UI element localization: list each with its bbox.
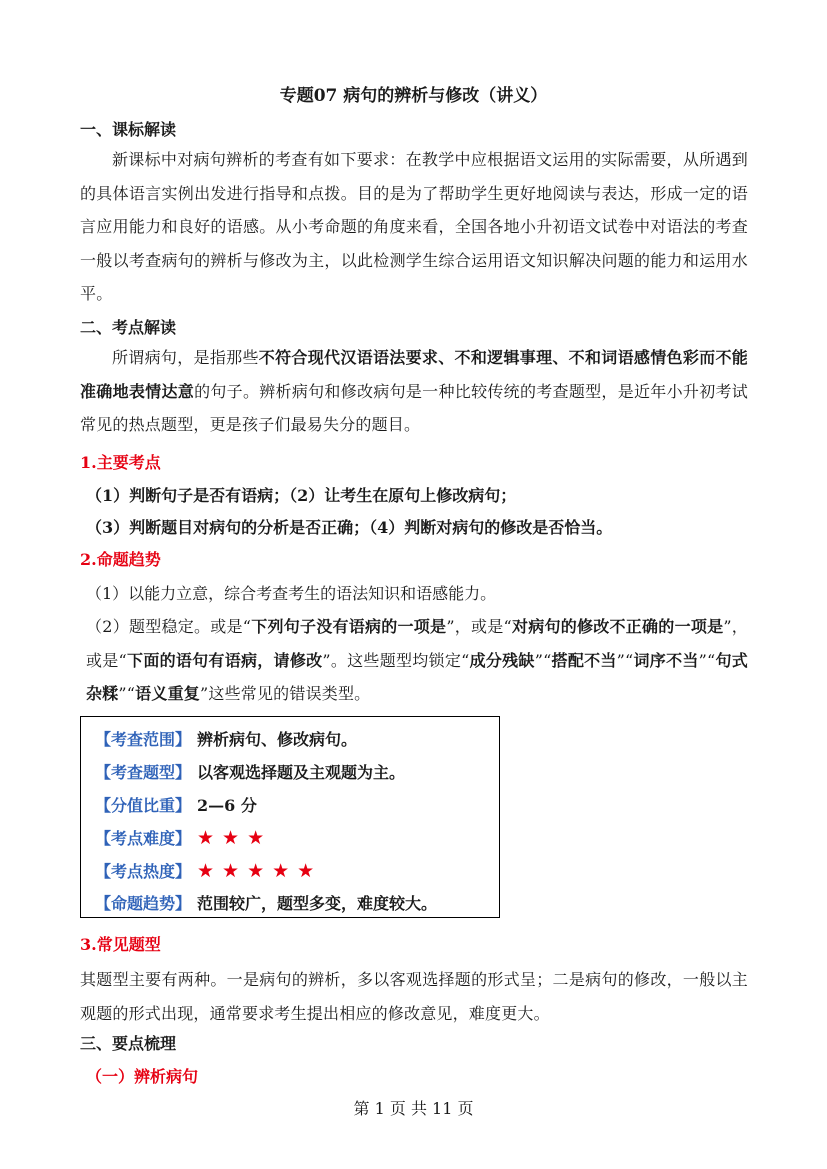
emphasis-run: 对病句的修改不正确的一项是 <box>511 617 724 636</box>
info-row-difficulty <box>95 827 272 850</box>
emphasis-run: 下列句子没有语病的一项是 <box>251 617 447 636</box>
info-row-heat <box>95 860 322 883</box>
main-points-line-2: （3）判断题目对病句的分析是否正确；（4）判断对病句的修改是否恰当。 <box>86 518 613 537</box>
emphasis-run: 成分残缺 <box>469 650 535 670</box>
text-run: 的句子。辨析病句和修改病句是一种比较传统的考查题型，是近年小升初考试常见的热点题型，更是孩子们最易失分的题目。 <box>80 381 748 434</box>
emphasis-run: 词序不当 <box>633 650 699 670</box>
text-run: ”“ <box>534 650 552 670</box>
emphasis-run: 搭配不当 <box>551 650 617 670</box>
text-run: ”。这些题型均锁定“ <box>322 650 470 670</box>
info-label: 【考查范围】 <box>95 730 192 749</box>
text-run: （2）题型稳定。或是“ <box>86 617 252 636</box>
subheading-common-types: 3.常见题型 <box>80 935 161 954</box>
info-label: 【命题趋势】 <box>95 894 192 913</box>
subheading-main-points: 1.主要考点 <box>80 453 161 472</box>
curriculum-paragraph: 新课标中对病句辨析的考查有如下要求：在教学中应根据语文运用的实际需要，从所遇到的具体语言实例出发进行指导和点拨。目的是为了帮助学生更好地阅读与表达，形成一定的语言应用能力和良好的语感。从小考命题的角度来看，全国各地小升初语文试卷中对语法的考查一般以考查病句的辨析与修改为主，以此检测学生综合运用语文知识解决问题的能力和运用水平。 <box>80 150 748 303</box>
section-heading-key-points: 三、要点梳理 <box>80 1034 177 1053</box>
info-label: 【考点热度】 <box>95 862 192 881</box>
emphasis-run: 下面的语句有语病，请修改 <box>126 650 323 670</box>
emphasis-run: 句式杂糅 <box>86 650 748 703</box>
info-row-scope <box>95 729 357 751</box>
text-run: 所谓病句，是指那些 <box>112 348 259 367</box>
info-row-trend <box>95 893 437 915</box>
star-rating-icon: ★★★★★ <box>197 860 323 882</box>
text-run: ”“ <box>616 650 634 670</box>
info-value: 范围较广，题型多变，难度较大。 <box>197 894 438 913</box>
subheading-trend: 2.命题趋势 <box>80 550 161 569</box>
trend-line-1: （1）以能力立意，综合考查考生的语法知识和语感能力。 <box>86 584 497 603</box>
section-heading-exam-points: 二、考点解读 <box>80 318 177 337</box>
info-row-type <box>95 762 405 784</box>
trend-paragraph-2 <box>86 610 748 711</box>
page-footer: 第 1 页 共 11 页 <box>353 1099 474 1118</box>
main-points-line-1: （1）判断句子是否有语病；（2）让考生在原句上修改病句； <box>86 486 517 505</box>
info-label: 【考点难度】 <box>95 829 192 848</box>
emphasis-run: 语义重复 <box>135 684 200 703</box>
text-run: ”“ <box>118 684 136 703</box>
emphasis-run: 不符合现代汉语语法要求、不和逻辑事理、不和词语感情色彩而不能准确地表情达意 <box>80 348 748 401</box>
info-value: 2—6 分 <box>197 796 257 815</box>
info-value: 以客观选择题及主观题为主。 <box>197 763 406 782</box>
info-label: 【考查题型】 <box>95 763 192 782</box>
subheading-identify: （一）辨析病句 <box>86 1067 199 1086</box>
common-types-paragraph: 其题型主要有两种。一是病句的辨析，多以客观选择题的形式呈；二是病句的修改，一般以主观题的形式出现，通常要求考生提出相应的修改意见，难度更大。 <box>80 970 748 1023</box>
info-label: 【分值比重】 <box>95 796 192 815</box>
text-run: ”，或是“ <box>446 617 512 636</box>
info-row-score <box>95 795 257 817</box>
exam-info-box <box>80 716 500 918</box>
page-title: 专题07 病句的辨析与修改（讲义） <box>279 86 548 106</box>
text-run: ”这些常见的错误类型。 <box>199 684 371 703</box>
star-rating-icon: ★★★ <box>197 827 273 849</box>
text-run: ”“ <box>698 650 716 670</box>
section-heading-curriculum: 一、课标解读 <box>80 120 177 139</box>
text-run: ”，或是“ <box>86 617 748 670</box>
info-value: 辨析病句、修改病句。 <box>197 730 358 749</box>
exam-points-paragraph <box>80 341 748 442</box>
